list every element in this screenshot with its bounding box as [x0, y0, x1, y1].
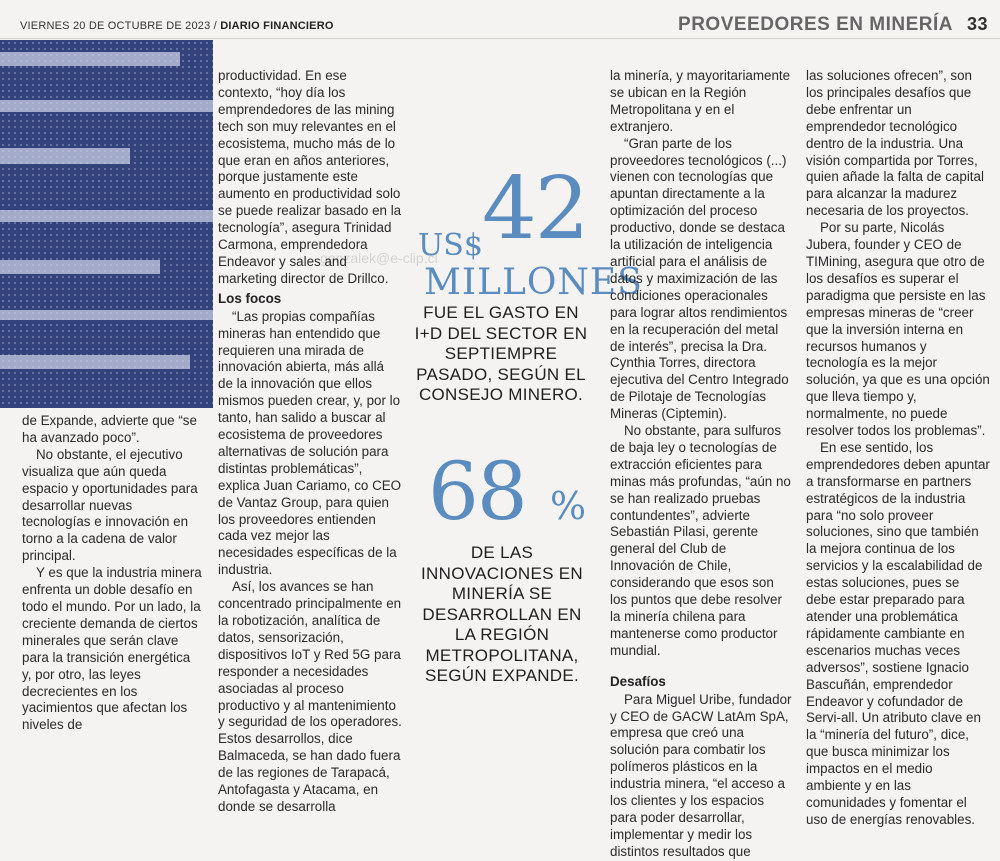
paragraph: Y es que la industria minera enfrenta un doble desafío en todo el mundo. Por un lado, la creciente demanda de ciertos minerales que serán clave para la transición energética y, por otro, las leyes decrecientes en los yacimientos que afectan los niveles de [22, 565, 202, 733]
subheading-los-focos: Los focos [218, 290, 282, 306]
paragraph: de Expande, advierte que “se ha avanzado poco”. [22, 413, 197, 445]
paragraph: No obstante, para sulfuros de baja ley o tecnologías de extracción eficientes para minas más profundas, “aún no se han realizado pruebas contundentes”, advierte Sebastián Pilasi, gerente general del Club de Innovación de Chile, considerando que esos son los puntos que debe resolver la minería chilena para mantenerse como productor mundial. [610, 423, 791, 658]
photo-stripe [0, 52, 180, 66]
column-2 [218, 68, 402, 816]
page-number: 33 [966, 14, 988, 34]
photo-stripe [0, 148, 130, 164]
section-header [678, 14, 988, 36]
photo-stripe [0, 260, 160, 274]
stat-percent-sign: % [550, 484, 587, 528]
article-photo [0, 40, 213, 408]
stat-percent-value: 68 [428, 445, 526, 538]
section-title: PROVEEDORES EN MINERÍA [678, 14, 953, 35]
stat-caption-2: DE LAS INNOVACIONES EN MINERÍA SE DESARROLLAN EN LA REGIÓN METROPOLITANA, SEGÚN EXPANDE. [421, 543, 583, 685]
paragraph: las soluciones ofrecen”, son los principales desafíos que debe enfrentar un emprendedor tecnológico dentro de la industria. Una visión compartida por Torres, quien añade la falta de capital para alcanzar la madurez necesaria de los proyectos. [806, 68, 984, 219]
subheading-desafios: Desafíos [610, 673, 666, 689]
paragraph: productividad. En ese contexto, “hoy día los emprendedores de las mining tech son muy relevantes en el ecosistema, mucho más de lo que eran en años anteriores, porque justamente este aumento en productividad solo se puede realizar basado en la tecnología”, asegura Trinidad Carmona, emprendedora Endeavor y sales and marketing director de Drillco. [218, 68, 402, 286]
header-date: VIERNES 20 DE OCTUBRE DE 2023 / [20, 20, 217, 32]
header-paper-name: DIARIO FINANCIERO [220, 20, 334, 32]
watermark: gonzalek@e-clip.cl [320, 250, 438, 266]
paragraph: la minería, y mayoritariamente se ubican en la Región Metropolitana y en el extranjero. [610, 68, 791, 134]
paragraph: En ese sentido, los emprendedores deben apuntar a transformarse en partners estratégicos de la industria para “no solo proveer soluciones, sino que también la mejora continua de los servicios y la escalabilidad de estas soluciones, pues se debe estar preparado para atender una problemática rápidamente cambiante en escenarios muchas veces adversos”, sostiene Ignacio Bascuñán, emprendedor Endeavor y cofundador de Servi-all. Un atributo clave en la “minería del futuro”, dice, que busca minimizar los impactos en el medio ambiente y en las comunidades y fomentar el uso de energías renovables. [806, 439, 990, 827]
header-divider [0, 38, 1000, 39]
photo-texture [0, 40, 213, 408]
photo-stripe [0, 210, 213, 222]
header-dateline [20, 20, 334, 32]
column-4 [806, 68, 990, 829]
paragraph: Para Miguel Uribe, fundador y CEO de GACW LatAm SpA, empresa que creó una solución para combatir los polímeros plásticos en la industria minera, “el acceso a los clientes y los espacios para poder desarrollar, implementar y medir los distintos resultados que [610, 691, 792, 859]
stat-caption-1: FUE EL GASTO EN I+D DEL SECTOR EN SEPTIEMPRE PASADO, SEGÚN EL CONSEJO MINERO. [414, 303, 588, 404]
stat-currency: US$ [418, 228, 483, 263]
stat-unit: MILLONES [424, 262, 643, 303]
photo-stripe [0, 355, 190, 369]
paragraph: Así, los avances se han concentrado principalmente en la robotización, analítica de datos, sensorización, dispositivos IoT y Red 5G para responder a necesidades asociadas al proceso productivo y al mantenimiento y seguridad de los operadores. Estos desarrollos, dice Balmaceda, se han dado fuera de las regiones de Tarapacá, Antofagasta y Atacama, en donde se desarrolla [218, 579, 402, 814]
paragraph: Por su parte, Nicolás Jubera, founder y CEO de TIMining, asegura que otro de los desafíos es superar el paradigma que persiste en las empresas mineras de “creer que la inversión interna en recursos humanos y tecnología es la mejor solución, ya que es una opción que lleva tiempo y, normalmente, no puede resolver todos los problemas”. [806, 220, 990, 439]
photo-stripe [0, 100, 213, 112]
column-3 [610, 68, 792, 861]
paragraph: “Gran parte de los proveedores tecnológicos (...) vienen con tecnologías que apuntan directamente a la optimización del proceso productivo, donde se destaca la utilización de inteligencia artificial para el análisis de datos y maximización de las condiciones operacionales para lograr altos rendimientos en la recuperación del metal de interés”, precisa la Dra. Cynthia Torres, directora ejecutiva del Centro Integrado de Pilotaje de Tecnologías Mineras (Ciptemin). [610, 135, 789, 422]
stat-amount: 42 [482, 159, 588, 259]
paragraph: “Las propias compañías mineras han entendido que requieren una mirada de innovación abierta, más allá de la innovación que ellos mismos pueden crear, y, por lo tanto, han salido a buscar al ecosistema de proveedores alternativas de solución para distintas problemáticas”, explica Juan Cariamo, co CEO de Vantaz Group, para quien los proveedores entienden cada vez mejor las necesidades específicas de la industria. [218, 308, 402, 578]
photo-stripe [0, 310, 213, 320]
paragraph: No obstante, el ejecutivo visualiza que aún queda espacio y oportunidades para desarrollar nuevas tecnologías e innovación en torno a la cadena de valor principal. [22, 446, 198, 564]
column-1 [22, 413, 202, 734]
